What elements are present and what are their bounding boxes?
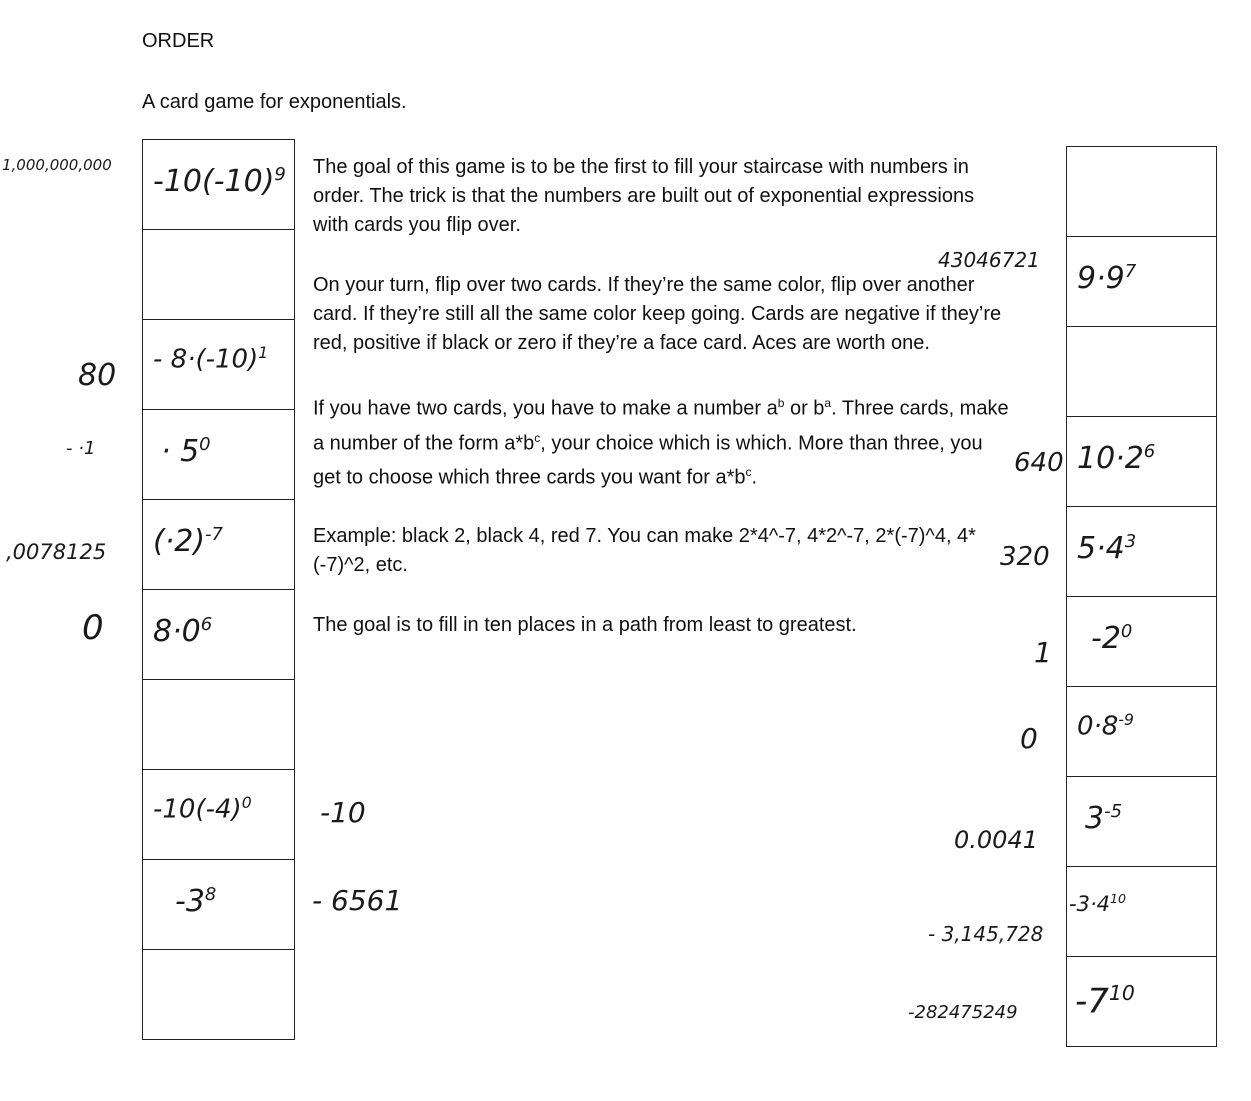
rules-paragraph-forms bbox=[313, 389, 1013, 493]
left-note-9: - 6561 bbox=[312, 884, 403, 917]
staircase-cell[interactable] bbox=[1067, 147, 1216, 237]
staircase-cell[interactable] bbox=[143, 320, 294, 410]
staircase-cell[interactable] bbox=[143, 410, 294, 500]
right-staircase bbox=[1066, 146, 1217, 1047]
staircase-cell[interactable] bbox=[1067, 687, 1216, 777]
left-note-5: ,0078125 bbox=[6, 540, 107, 564]
cell-expression: $-10(-10)^9$ bbox=[153, 164, 286, 199]
right-note-2: 43046721 bbox=[938, 248, 1040, 272]
staircase-cell[interactable] bbox=[1067, 597, 1216, 687]
cell-expression: $-2^0$ bbox=[1091, 621, 1133, 656]
right-note-7: 0 bbox=[1020, 722, 1038, 755]
forms-text-4: , your choice which is which. More than three, you get to choose which three cards you want for a*b bbox=[313, 432, 983, 489]
staircase-cell[interactable] bbox=[143, 140, 294, 230]
forms-text-1: If you have two cards, you have to make a number a bbox=[313, 397, 778, 420]
rules-text bbox=[313, 153, 1013, 671]
rules-paragraph-example: Example: black 2, black 4, red 7. You can make 2*4^-7, 4*2^-7, 2*(-7)^4, 4*(-7)^2, etc. bbox=[313, 524, 976, 576]
right-note-8: 0.0041 bbox=[954, 826, 1038, 854]
cell-expression: $-7^{10}$ bbox=[1075, 981, 1135, 1022]
staircase-cell[interactable] bbox=[143, 590, 294, 680]
cell-expression: $0\cdot 8^{-9}$ bbox=[1077, 711, 1134, 742]
rules-paragraph-turn: On your turn, flip over two cards. If they’re the same color, flip over another card. If they’re still all the same color keep going. Cards are negative if they’re red, positive if black or zero if they’re a face card. Aces are worth one. bbox=[313, 274, 1002, 354]
forms-text-2: or b bbox=[784, 397, 825, 420]
forms-sup-2: a bbox=[824, 396, 832, 410]
rules-paragraph-goal: The goal of this game is to be the first to fill your staircase with numbers in order. The trick is that the numbers are built out of exponential expressions with cards you flip over. bbox=[313, 156, 975, 236]
staircase-cell[interactable] bbox=[1067, 777, 1216, 867]
cell-expression: $(\cdot 2)^{-7}$ bbox=[153, 524, 223, 559]
staircase-cell[interactable] bbox=[1067, 957, 1216, 1047]
staircase-cell[interactable] bbox=[1067, 327, 1216, 417]
forms-sup-3: c bbox=[534, 430, 541, 445]
page-title: ORDER bbox=[142, 30, 215, 52]
left-note-8: -10 bbox=[320, 796, 366, 829]
left-note-1: 1,000,000,000 bbox=[2, 156, 112, 174]
staircase-cell[interactable] bbox=[143, 680, 294, 770]
staircase-cell[interactable] bbox=[1067, 867, 1216, 957]
cell-expression: $10\cdot 2^6$ bbox=[1077, 441, 1156, 476]
staircase-cell[interactable] bbox=[1067, 417, 1216, 507]
cell-expression: $3^{-5}$ bbox=[1085, 801, 1123, 836]
left-note-3: 80 bbox=[78, 358, 117, 393]
right-note-5: 320 bbox=[1000, 542, 1050, 572]
page-subtitle: A card game for exponentials. bbox=[142, 91, 407, 113]
forms-sup-4: c bbox=[745, 465, 752, 480]
forms-text-3: . Three cards, make a number of the form a*b bbox=[313, 397, 1009, 455]
left-staircase bbox=[142, 139, 295, 1040]
staircase-cell[interactable] bbox=[143, 860, 294, 950]
staircase-cell[interactable] bbox=[1067, 507, 1216, 597]
left-note-6: 0 bbox=[82, 608, 104, 648]
cell-expression: $9\cdot 9^7$ bbox=[1077, 261, 1137, 296]
staircase-cell[interactable] bbox=[143, 770, 294, 860]
forms-text-5: . bbox=[751, 466, 758, 489]
right-note-9: - 3,145,728 bbox=[928, 922, 1044, 946]
forms-sup-1: b bbox=[777, 396, 785, 410]
right-note-6: 1 bbox=[1034, 636, 1052, 669]
cell-expression: · $5^0$ bbox=[161, 434, 211, 469]
cell-expression: $5\cdot 4^3$ bbox=[1077, 531, 1137, 566]
right-note-4: 640 bbox=[1014, 448, 1064, 478]
cell-expression: $8\cdot 0^6$ bbox=[153, 614, 213, 649]
staircase-cell[interactable] bbox=[1067, 237, 1216, 327]
left-note-4: - ·1 bbox=[66, 438, 96, 459]
staircase-cell[interactable] bbox=[143, 500, 294, 590]
staircase-cell[interactable] bbox=[143, 950, 294, 1040]
cell-expression: $-3\cdot 4^{10}$ bbox=[1069, 891, 1127, 916]
cell-expression: $-10(-4)^0$ bbox=[153, 794, 252, 825]
cell-expression: $-3^8$ bbox=[175, 884, 217, 919]
rules-paragraph-final-goal: The goal is to fill in ten places in a path from least to greatest. bbox=[313, 613, 857, 636]
right-note-10: -282475249 bbox=[908, 1002, 1018, 1023]
cell-expression: - $8\cdot(-10)^1$ bbox=[153, 344, 269, 375]
staircase-cell[interactable] bbox=[143, 230, 294, 320]
